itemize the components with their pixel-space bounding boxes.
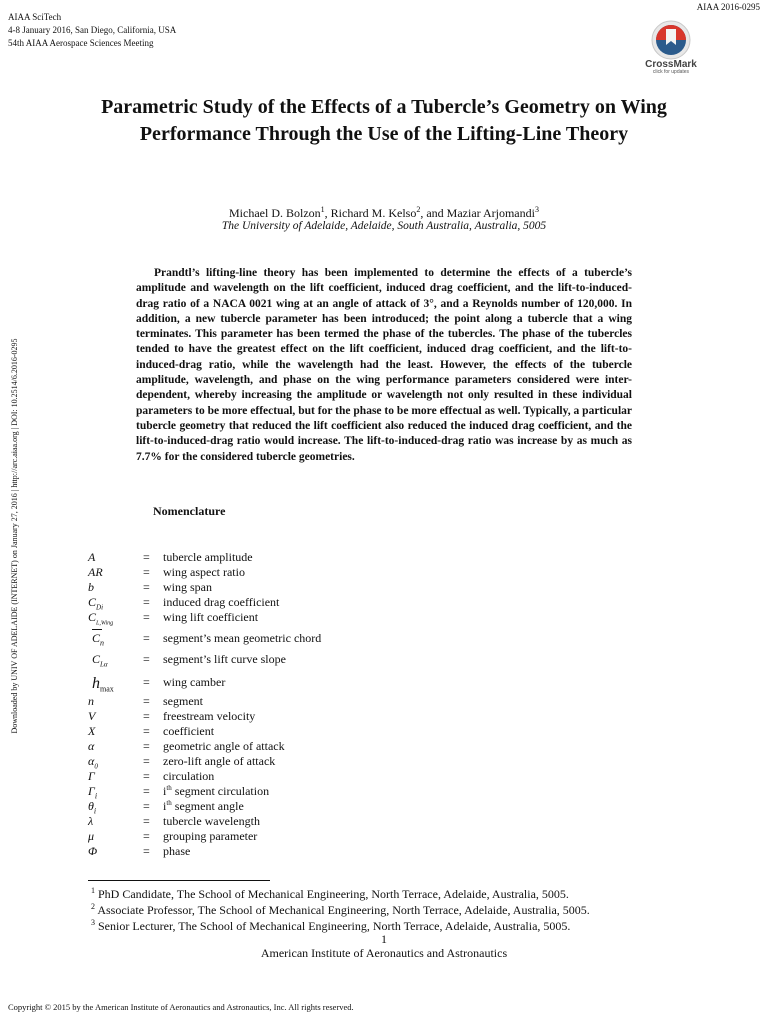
nomenclature-symbol [88, 610, 113, 626]
crossmark-label: CrossMark [645, 59, 697, 70]
equals-sign: = [143, 565, 150, 579]
equals-sign: = [143, 724, 150, 738]
author-name: Maziar Arjomandi [446, 206, 535, 220]
symbol-base: θ [88, 799, 94, 813]
page-number: 1 [381, 932, 387, 946]
nomenclature-definition: wing aspect ratio [163, 565, 245, 579]
nomenclature-symbol [92, 675, 114, 693]
symbol-base: C [88, 595, 97, 609]
nomenclature-symbol: AR [88, 565, 103, 579]
document-id: AIAA 2016-0295 [696, 2, 760, 12]
equals-sign: = [143, 631, 150, 645]
author-affiliation: The University of Adelaide, Adelaide, South Australia, Australia, 5005 [221, 220, 547, 232]
ordinal-suffix: th [166, 784, 172, 792]
nomenclature-definition: tubercle wavelength [163, 814, 260, 828]
equals-sign: = [143, 652, 150, 666]
nomenclature-definition: segment’s mean geometric chord [163, 631, 322, 645]
nomenclature-definition: wing lift coefficient [163, 610, 259, 624]
author-name: Richard M. Kelso [330, 206, 417, 220]
nomenclature-symbol [92, 652, 108, 668]
ordinal-suffix: th [166, 799, 172, 807]
footnote [91, 900, 590, 917]
footnote-number: 1 [91, 886, 95, 895]
nomenclature-definition: induced drag coefficient [163, 595, 280, 609]
crossmark-icon [651, 20, 691, 60]
equals-sign: = [143, 595, 150, 609]
symbol-subscript: max [100, 684, 114, 694]
nomenclature-definition: coefficient [163, 724, 215, 738]
symbol-subscript: 0 [94, 762, 98, 771]
nomenclature-symbol: μ [88, 829, 95, 843]
symbol-subscript: Di [96, 603, 104, 612]
equals-sign: = [143, 784, 150, 798]
nomenclature-definition: zero-lift angle of attack [163, 754, 276, 768]
crossmark-badge[interactable] [641, 20, 701, 78]
abstract: Prandtl’s lifting-line theory has been implemented to determine the effects of a tubercle’s amplitude and wavelength on the lift coefficient, induced drag coefficient, and the lift-to-induced-drag ratio of a NACA 0021 wing at an angle of attack of 3°, and a Reynolds number of 120,000. In addition, a new tubercle parameter has been introduced; the point along a tubercle that a wing terminates. This parameter has been termed the phase of the tubercles. The phase of the tubercles tended to have the greatest effect on the lift coefficient, induced drag coefficient, and the lift-to-induced-drag ratio, while the wavelength had the least. However, the effects of the tubercle amplitude, wavelength, and phase on the wing performance parameters considered were inter-dependent, whereby increasing the amplitude or wavelength not only resulted in these individual parameters to be more effectual, but for the phase to be more effectual as well. Typically, a particular tubercle geometry that reduced the lift coefficient also reduced the induced drag coefficient, and the lift-to-induced-drag ratio would increase. The lift-to-induced-drag ratio was increase by as much as 7.7% for the considered tubercle geometries. [136, 267, 632, 463]
nomenclature-definition: segment [163, 694, 203, 708]
conference-name: AIAA SciTech [8, 12, 62, 22]
ordinal-index: i [163, 784, 167, 798]
symbol-subscript: L,Wing [96, 620, 114, 627]
nomenclature-symbol [88, 595, 103, 611]
download-info-text: Downloaded by UNIV OF ADELAIDE (INTERNET) on January 27, 2016 | http://arc.aiaa.org | DOI: 10.2514/6.2016-0295 [10, 338, 19, 734]
conference-dates: 4-8 January 2016, San Diego, California, USA [8, 25, 177, 35]
symbol-subscript: n [100, 638, 105, 648]
nomenclature-symbol: V [88, 709, 96, 723]
nomenclature-definition: geometric angle of attack [163, 739, 285, 753]
nomenclature-symbol [92, 631, 104, 647]
nomenclature-symbol: Φ [88, 844, 98, 858]
nomenclature-definition [163, 784, 269, 799]
author-footnote-mark: 2 [416, 205, 421, 214]
footnote-divider [88, 880, 270, 881]
equals-sign: = [143, 580, 150, 594]
definition-text: segment angle [174, 799, 244, 813]
author-separator: , and [420, 206, 447, 220]
footnote-text: Senior Lecturer, The School of Mechanical Engineering, North Terrace, Adelaide, Australia, 5005. [98, 919, 571, 933]
footnote-text: PhD Candidate, The School of Mechanical Engineering, North Terrace, Adelaide, Australia, 5005. [98, 887, 569, 901]
nomenclature-symbol: n [88, 694, 94, 708]
nomenclature-definition: tubercle amplitude [163, 550, 253, 564]
equals-sign: = [143, 769, 150, 783]
conference-meeting: 54th AIAA Aerospace Sciences Meeting [8, 38, 154, 48]
equals-sign: = [143, 709, 150, 723]
definition-text: segment circulation [174, 784, 270, 798]
symbol-base: α [88, 754, 95, 768]
ordinal-index: i [163, 799, 167, 813]
symbol-subscript: Lα [100, 660, 108, 669]
equals-sign: = [143, 550, 150, 564]
symbol-base: C [88, 610, 97, 624]
nomenclature-definition: circulation [163, 769, 215, 783]
equals-sign: = [143, 814, 150, 828]
symbol-base: Γ [88, 784, 95, 798]
symbol-subscript: i [94, 791, 98, 801]
nomenclature-symbol: b [88, 580, 94, 594]
author-footnote-mark: 3 [534, 205, 539, 214]
equals-sign: = [143, 610, 150, 624]
nomenclature-definition: wing camber [163, 675, 226, 689]
equals-sign: = [143, 829, 150, 843]
author-list [84, 203, 684, 220]
symbol-base: h [92, 675, 100, 692]
nomenclature-symbol [88, 799, 96, 815]
symbol-base: C [92, 631, 101, 645]
nomenclature-definition: wing span [163, 580, 212, 594]
copyright-notice: Copyright © 2015 by the American Institute of Aeronautics and Astronautics, Inc. All rights reserved. [8, 1002, 354, 1012]
nomenclature-heading: Nomenclature [153, 504, 226, 518]
footnote [91, 916, 570, 933]
author-footnote-mark: 1 [320, 205, 325, 214]
footnote [91, 884, 569, 901]
equals-sign: = [143, 675, 150, 689]
nomenclature-symbol: A [88, 550, 96, 564]
publisher-name: American Institute of Aeronautics and Astronautics [260, 946, 508, 960]
symbol-base: C [92, 652, 101, 666]
crossmark-sublabel: click for updates [652, 69, 690, 75]
nomenclature-symbol [88, 784, 97, 800]
nomenclature-symbol: Γ [88, 769, 95, 783]
nomenclature-definition [163, 799, 244, 814]
author-name: Michael D. Bolzon [229, 206, 321, 220]
equals-sign: = [143, 739, 150, 753]
nomenclature-symbol: λ [88, 814, 94, 828]
symbol-subscript: i [93, 806, 97, 816]
author-separator: , [324, 206, 331, 220]
nomenclature-definition: grouping parameter [163, 829, 258, 843]
nomenclature-symbol: α [88, 739, 95, 753]
download-side-note [10, 306, 20, 766]
nomenclature-definition: segment’s lift curve slope [163, 652, 286, 666]
nomenclature-definition: freestream velocity [163, 709, 256, 723]
nomenclature-definition: phase [163, 844, 191, 858]
paper-title: Parametric Study of the Effects of a Tubercle’s Geometry on Wing Performance Through the Use of the Lifting-Line Theory [101, 96, 667, 145]
footnote-text: Associate Professor, The School of Mechanical Engineering, North Terrace, Adelaide, Australia, 5005. [97, 903, 590, 917]
nomenclature-symbol [88, 754, 98, 770]
conference-info [8, 12, 176, 51]
equals-sign: = [143, 799, 150, 813]
equals-sign: = [143, 844, 150, 858]
equals-sign: = [143, 694, 150, 708]
equals-sign: = [143, 754, 150, 768]
footnote-number: 3 [91, 918, 95, 927]
footnote-number: 2 [91, 902, 95, 911]
nomenclature-symbol: X [88, 724, 96, 738]
